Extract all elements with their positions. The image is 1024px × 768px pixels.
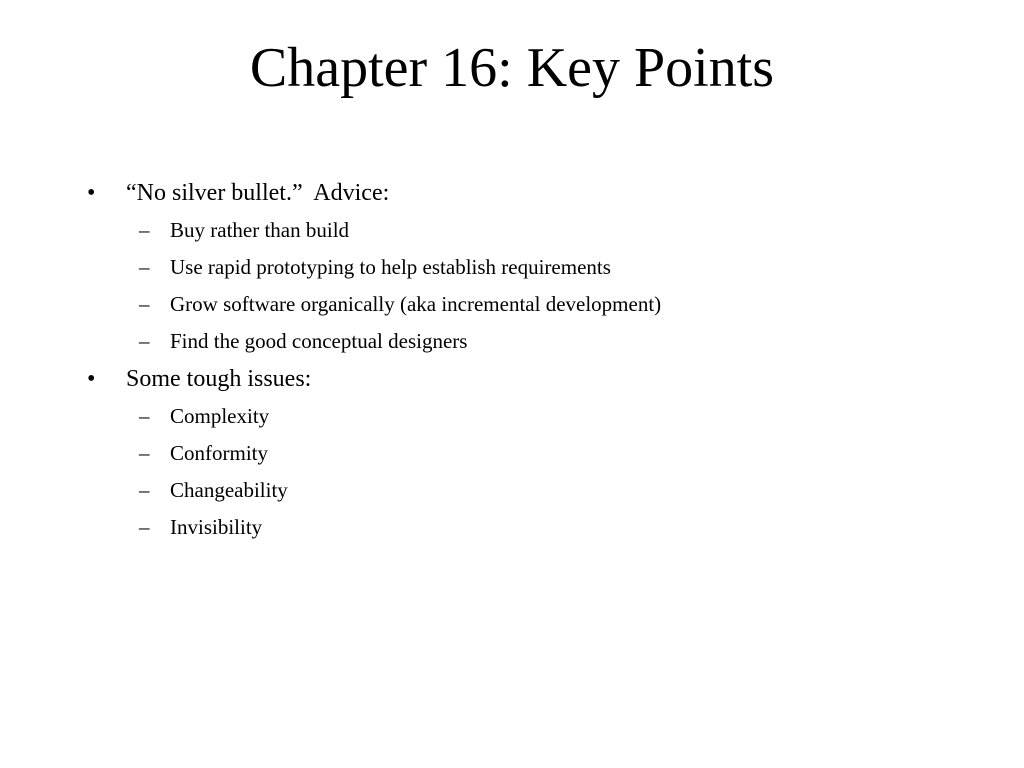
dash-marker: – [139, 515, 150, 539]
sub-bullet-text: Grow software organically (aka incremental development) [170, 292, 662, 316]
sub-bullet-item [0, 398, 1024, 435]
sub-bullet-item [0, 472, 1024, 509]
bullet-text: Some tough issues: [126, 366, 312, 392]
bullet-marker: • [87, 366, 96, 392]
sub-bullet-text: Changeability [170, 478, 288, 502]
sub-bullet-item [0, 249, 1024, 286]
sub-bullet-item [0, 323, 1024, 360]
sub-bullet-text: Find the good conceptual designers [170, 329, 468, 353]
dash-marker: – [139, 292, 150, 316]
sub-bullet-text: Buy rather than build [170, 218, 350, 242]
dash-marker: – [139, 478, 150, 502]
bullet-item [0, 360, 1024, 398]
dash-marker: – [139, 255, 150, 279]
sub-bullet-item [0, 212, 1024, 249]
sub-bullet-text: Use rapid prototyping to help establish requirements [170, 255, 611, 279]
sub-bullet-text: Complexity [170, 404, 270, 428]
sub-bullet-item [0, 286, 1024, 323]
dash-marker: – [139, 218, 150, 242]
dash-marker: – [139, 441, 150, 465]
bullet-marker: • [87, 180, 96, 206]
sub-bullet-text: Conformity [170, 441, 268, 465]
sub-bullet-item [0, 509, 1024, 546]
bullet-text: “No silver bullet.” Advice: [126, 180, 390, 206]
slide-title: Chapter 16: Key Points [249, 37, 775, 99]
sub-bullet-text: Invisibility [170, 515, 263, 539]
dash-marker: – [139, 404, 150, 428]
dash-marker: – [139, 329, 150, 353]
bullet-item [0, 174, 1024, 212]
slide-body [0, 174, 1024, 546]
sub-bullet-item [0, 435, 1024, 472]
